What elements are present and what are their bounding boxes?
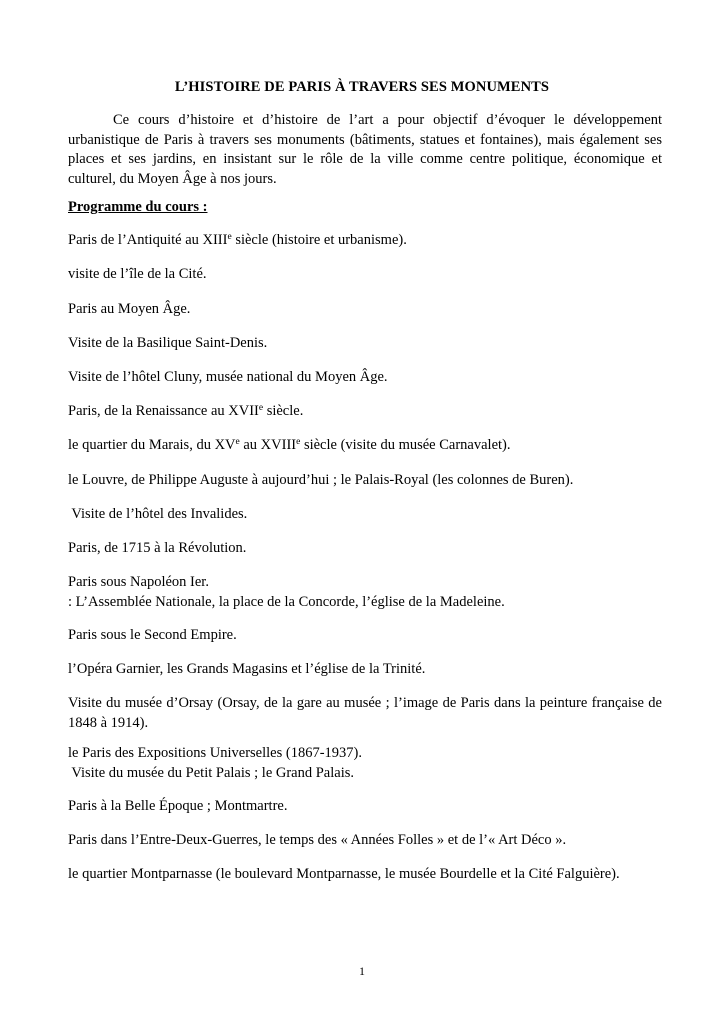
programme-item-opera: l’Opéra Garnier, les Grands Magasins et l’église de la Trinité.: [68, 661, 426, 677]
programme-item-expositions: le Paris des Expositions Universelles (1867-1937). Visite du musée du Petit Palais ; le Grand Palais.: [68, 745, 362, 781]
programme-item-orsay: Visite du musée d’Orsay (Orsay, de la gare au musée ; l’image de Paris dans la peinture française de 1848 à 1914).: [68, 695, 662, 731]
programme-item-ile-cite: visite de l’île de la Cité.: [68, 266, 207, 282]
programme-item-antiquite: Paris de l’Antiquité au XIIIe siècle (histoire et urbanisme).: [68, 232, 407, 248]
programme-item-louvre: le Louvre, de Philippe Auguste à aujourd’hui ; le Palais-Royal (les colonnes de Buren).: [68, 472, 574, 488]
programme-item-marais: le quartier du Marais, du XVe au XVIIIe siècle (visite du musée Carnavalet).: [68, 437, 511, 453]
programme-item-entre-deux-guerres: Paris dans l’Entre-Deux-Guerres, le temps des « Années Folles » et de l’« Art Déco ».: [68, 832, 567, 848]
page-number: 1: [359, 964, 365, 978]
intro-paragraph: Ce cours d’histoire et d’histoire de l’art a pour objectif d’évoquer le développement urbanistique de Paris à travers ses monuments (bâtiments, statues et fontaines), mais également ses places et ses jardins, en insistant sur le rôle de la ville comme centre politique, économique et culturel, du Moyen Âge à nos jours.: [68, 112, 662, 187]
programme-heading: Programme du cours :: [68, 199, 208, 215]
programme-item-invalides: Visite de l’hôtel des Invalides.: [68, 506, 248, 522]
programme-item-cluny: Visite de l’hôtel Cluny, musée national du Moyen Âge.: [68, 369, 388, 385]
programme-item-moyen-age: Paris au Moyen Âge.: [68, 301, 191, 317]
programme-item-napoleon: Paris sous Napoléon Ier. : L’Assemblée Nationale, la place de la Concorde, l’église de la Madeleine.: [68, 574, 505, 610]
document-title: L’HISTOIRE DE PARIS À TRAVERS SES MONUMENTS: [174, 79, 550, 95]
programme-item-belle-epoque: Paris à la Belle Époque ; Montmartre.: [68, 798, 288, 814]
programme-item-saint-denis: Visite de la Basilique Saint-Denis.: [68, 335, 268, 351]
programme-item-1715: Paris, de 1715 à la Révolution.: [68, 540, 247, 556]
programme-item-renaissance: Paris, de la Renaissance au XVIIe siècle.: [68, 403, 304, 419]
programme-item-second-empire: Paris sous le Second Empire.: [68, 627, 237, 643]
programme-item-montparnasse: le quartier Montparnasse (le boulevard Montparnasse, le musée Bourdelle et la Cité Falguière).: [68, 866, 620, 882]
